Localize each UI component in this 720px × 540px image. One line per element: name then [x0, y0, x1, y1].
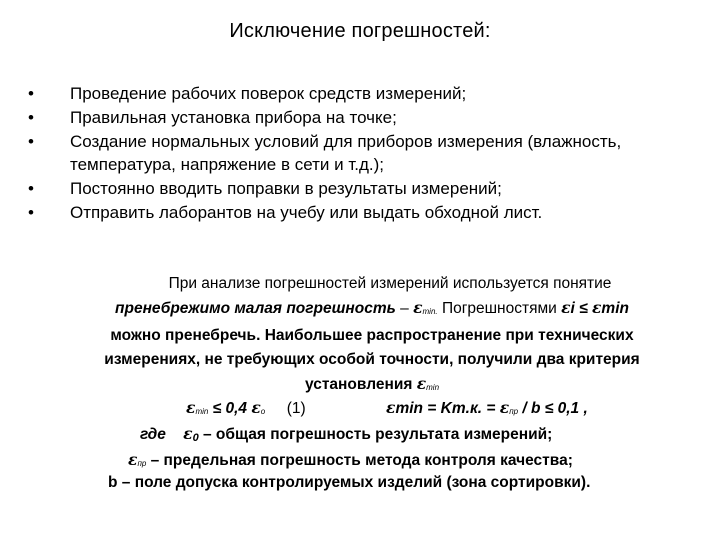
epsilon-symbol: ε [128, 450, 138, 469]
bullet-item [28, 201, 708, 224]
epsilon-symbol: ε [591, 298, 602, 317]
subscript: пр [137, 459, 147, 468]
limit-error-text: – предельная погрешность метода контроля качества; [146, 452, 573, 469]
equation-number: (1) [286, 400, 306, 417]
bullet-text: Отправить лаборантов на учебу или выдать обходной лист. [70, 203, 543, 222]
subscript: min. [422, 307, 438, 316]
term-text: пренебрежимо малая погрешность [115, 300, 396, 317]
epsilon-symbol: ε [416, 374, 427, 393]
epsilon-symbol: ε [183, 424, 193, 443]
bullet-item [28, 177, 708, 200]
bullet-dot: • [28, 132, 34, 151]
para-text: установления [304, 376, 413, 393]
bullet-dot: • [28, 179, 34, 198]
tolerance-text: b – поле допуска контролируемых изделий (зона сортировки). [108, 474, 591, 491]
bullet-item [28, 106, 708, 129]
epsilon-symbol: ε [386, 398, 396, 417]
para-line [48, 296, 696, 324]
bullet-text: Постоянно вводить поправки в результаты измерений; [70, 179, 502, 198]
para-text: Погрешностями [437, 300, 562, 317]
bullet-text: Правильная установка прибора на точке; [70, 108, 397, 127]
formula-text: = Km.к. = [423, 400, 500, 417]
formula-text: / b ≤ 0,1 , [518, 400, 588, 417]
slide-title: Исключение погрешностей: [229, 20, 491, 42]
bullet-dot: • [28, 203, 34, 222]
subscript: 0 [192, 432, 199, 444]
formula-text: ≤ 0,4 [208, 400, 252, 417]
subscript: min [195, 407, 209, 416]
subscript: пр [509, 407, 519, 416]
para-line [48, 324, 696, 348]
para-line [48, 272, 696, 296]
subscript: о [260, 407, 266, 416]
where-line [140, 424, 552, 444]
subscript: min [426, 383, 440, 392]
limit-error-line [128, 450, 573, 470]
epsilon-symbol: ε [186, 398, 196, 417]
bullet-text: Создание нормальных условий для приборов измерения (влажность, температура, напряжение в сети и т.д.); [70, 132, 622, 174]
bullet-item [28, 82, 708, 105]
para-text: измерениях, не требующих особой точности, получили два критерия [104, 351, 640, 368]
epsilon-symbol: ε [251, 398, 261, 417]
para-text: i ≤ [570, 300, 592, 317]
para-text: min [601, 300, 629, 317]
bullet-dot: • [28, 108, 34, 127]
where-label: где [140, 426, 166, 443]
bullet-item [28, 130, 708, 176]
para-text: При анализе погрешностей измерений используется понятие [168, 275, 612, 292]
formula-2 [386, 398, 588, 418]
epsilon-symbol: ε [561, 298, 571, 317]
formula-text: min [395, 400, 423, 417]
para-line [48, 372, 696, 400]
epsilon-symbol: ε [499, 398, 510, 417]
bullet-text: Проведение рабочих поверок средств измерений; [70, 84, 467, 103]
para-text: можно пренебречь. Наибольшее распространение при технических [110, 327, 634, 344]
bullet-list [28, 82, 708, 225]
tolerance-line [108, 474, 590, 492]
epsilon-symbol: ε [413, 298, 423, 317]
para-line [48, 348, 696, 372]
dash: – [395, 300, 414, 317]
where-text: – общая погрешность результата измерений; [198, 426, 553, 443]
formula-1 [186, 398, 306, 418]
definition-paragraph [48, 272, 696, 400]
bullet-dot: • [28, 84, 34, 103]
